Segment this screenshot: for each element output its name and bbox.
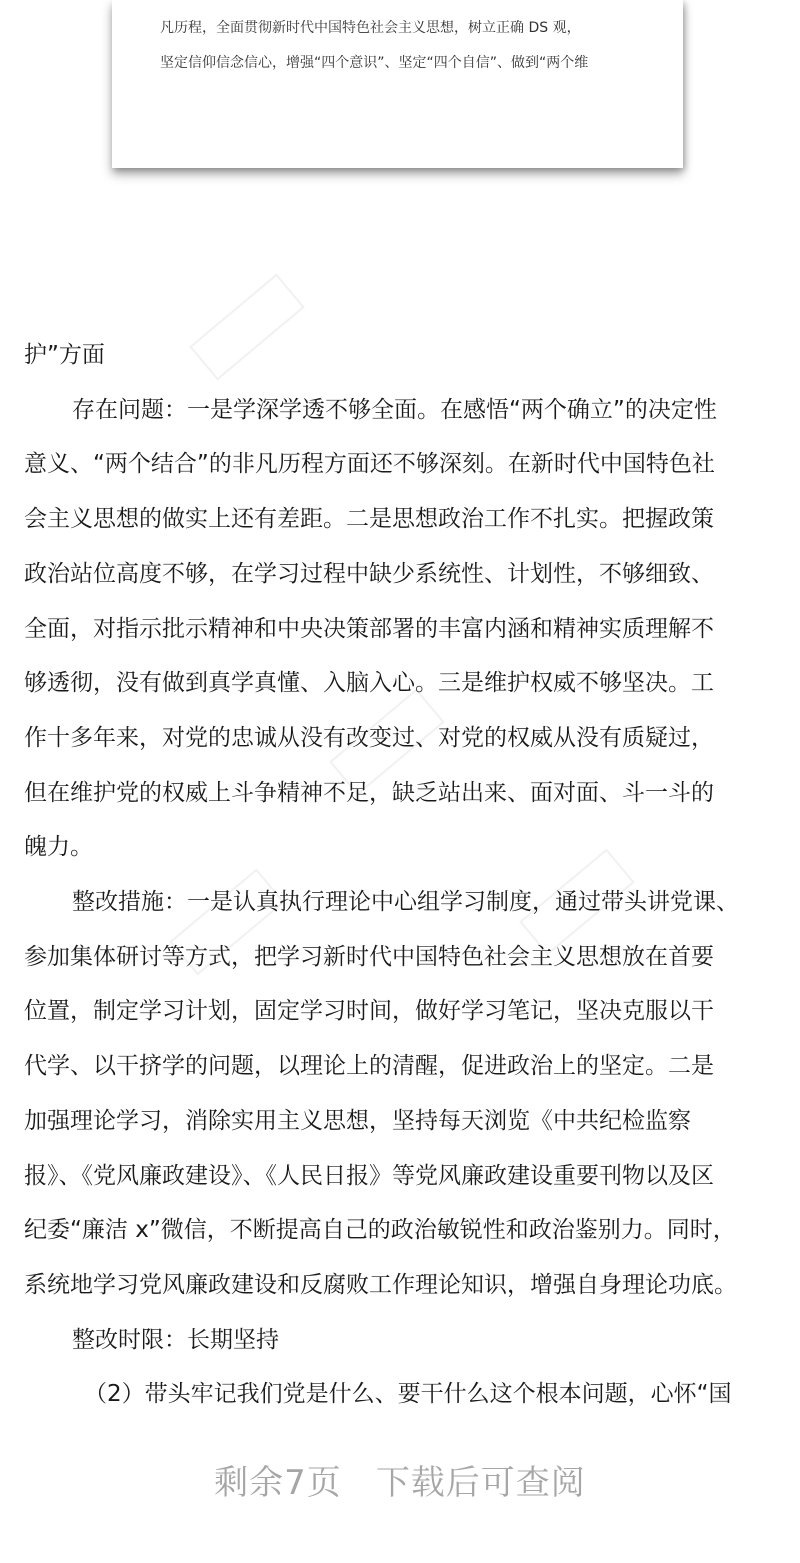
doc-line: 参加集体研讨等方式，把学习新时代中国特色社会主义思想放在首要 — [24, 943, 714, 970]
doc-line: 存在问题：一是学深学透不够全面。在感悟“两个确立”的决定性 — [72, 396, 717, 423]
preview-line-2: 坚定信仰信念信心，增强“四个意识”、坚定“四个自信”、做到“两个维 — [160, 55, 589, 71]
doc-line: 整改时限：长期坚持 — [72, 1326, 279, 1353]
doc-line: 会主义思想的做实上还有差距。二是思想政治工作不扎实。把握政策 — [24, 506, 714, 533]
document-body — [24, 328, 794, 1422]
doc-line: 系统地学习党风廉政建设和反腐败工作理论知识，增强自身理论功底。 — [24, 1271, 737, 1298]
doc-line: 报》、《党风廉政建设》、《人民日报》等党风廉政建设重要刊物以及区 — [24, 1162, 714, 1189]
download-banner[interactable] — [0, 1455, 800, 1504]
doc-line: 位置，制定学习计划，固定学习时间，做好学习笔记，坚决克服以干 — [24, 998, 714, 1025]
doc-line: 整改措施：一是认真执行理论中心组学习制度，通过带头讲党课、 — [72, 889, 739, 916]
doc-line: 意义、“两个结合”的非凡历程方面还不够深刻。在新时代中国特色社 — [24, 451, 715, 478]
doc-line: 够透彻，没有做到真学真懂、入脑入心。三是维护权威不够坚决。工 — [24, 670, 714, 697]
doc-line: 代学、以干挤学的问题，以理论上的清醒，促进政治上的坚定。二是 — [24, 1053, 714, 1080]
download-to-view-label[interactable]: 下载后可查阅 — [375, 1463, 586, 1503]
doc-line: （2）带头牢记我们党是什么、要干什么这个根本问题，心怀“国 — [84, 1381, 732, 1408]
doc-line: 加强理论学习，消除实用主义思想，坚持每天浏览《中共纪检监察 — [24, 1107, 691, 1134]
doc-line: 纪委“廉洁 x”微信，不断提高自己的政治敏锐性和政治鉴别力。同时， — [24, 1217, 736, 1244]
preview-card — [112, 0, 683, 168]
preview-line-1: 凡历程，全面贯彻新时代中国特色社会主义思想，树立正确 DS 观， — [160, 20, 581, 36]
doc-line: 全面，对指示批示精神和中央决策部署的丰富内涵和精神实质理解不 — [24, 615, 714, 642]
doc-line: 作十多年来，对党的忠诚从没有改变过、对党的权威从没有质疑过， — [24, 724, 714, 751]
doc-line: 但在维护党的权威上斗争精神不足，缺乏站出来、面对面、斗一斗的 — [24, 779, 714, 806]
doc-line: 政治站位高度不够，在学习过程中缺少系统性、计划性，不够细致、 — [24, 560, 714, 587]
doc-line: 魄力。 — [24, 834, 93, 861]
doc-line: 护”方面 — [24, 342, 105, 368]
remaining-pages-label: 剩余7页 — [214, 1463, 342, 1503]
